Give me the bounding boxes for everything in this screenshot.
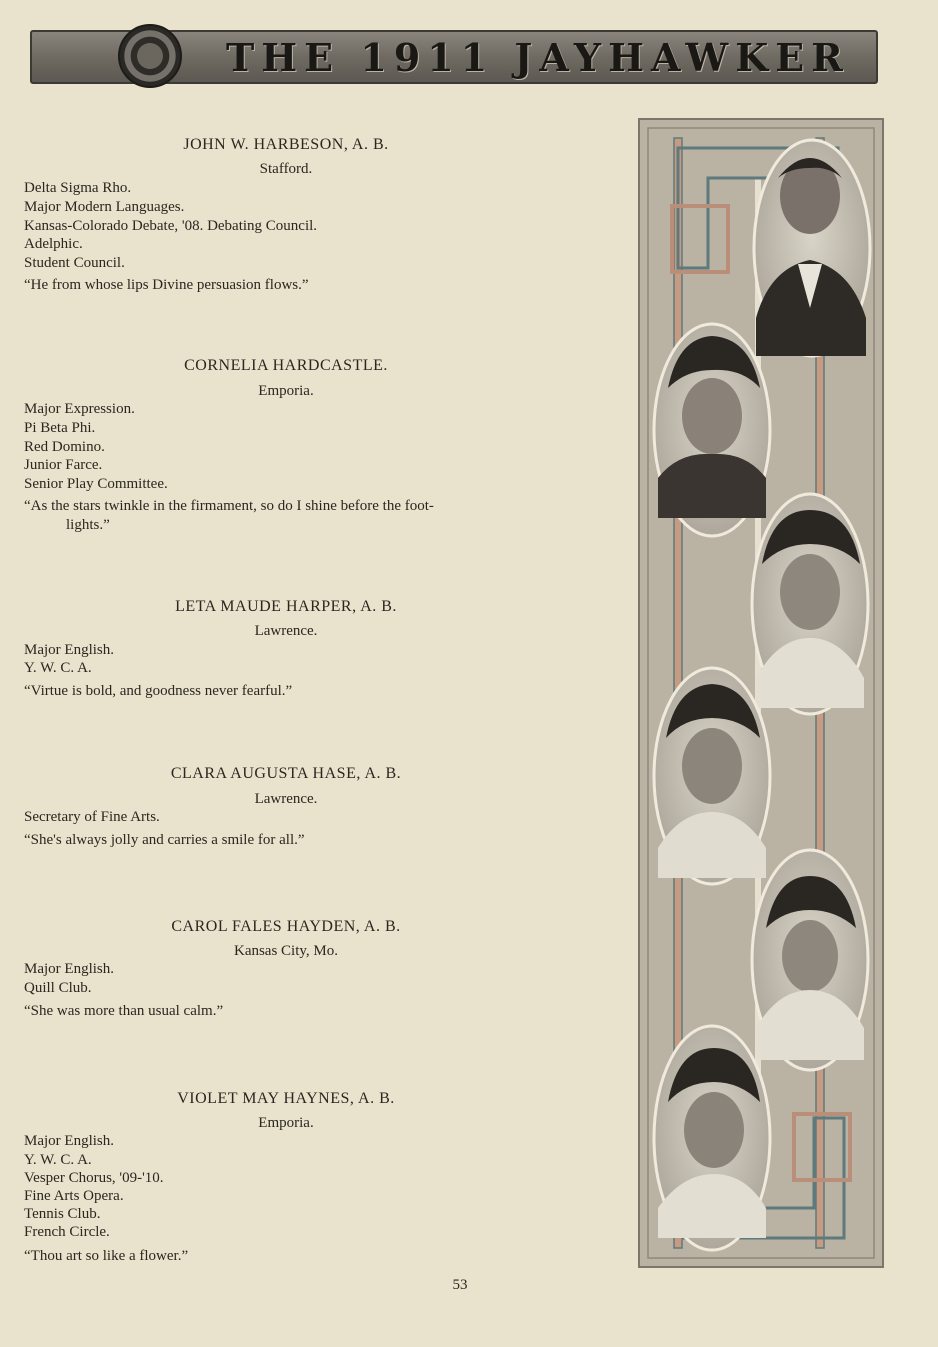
quote-line: “As the stars twinkle in the firmament, so do I shine before the foot- [24, 498, 434, 514]
entry-quote: “She was more than usual calm.” [24, 1003, 224, 1019]
entry-line: Y. W. C. A. [24, 660, 92, 676]
entry-line: Delta Sigma Rho. [24, 180, 132, 196]
entry-line: Adelphic. [24, 236, 83, 252]
entry-town: Kansas City, Mo. [233, 943, 339, 959]
page-number: 53 [452, 1277, 468, 1293]
entry-line: Major Modern Languages. [24, 199, 185, 215]
entry-quote: “Virtue is bold, and goodness never fearful.” [24, 683, 293, 699]
entry-line: Red Domino. [24, 439, 105, 455]
entry-line: Senior Play Committee. [24, 476, 168, 492]
entry-town: Emporia. [258, 383, 314, 399]
quote-line: lights.” [66, 517, 110, 533]
entry-haynes [24, 1090, 584, 1270]
entry-line: Vesper Chorus, '09-'10. [24, 1170, 164, 1186]
entry-hase [24, 765, 584, 855]
seal-emblem-icon [118, 24, 182, 88]
entry-line: Junior Farce. [24, 457, 103, 473]
entry-name: JOHN W. HARBESON, A. B. [183, 136, 389, 153]
entry-line: Fine Arts Opera. [24, 1188, 124, 1204]
entry-line: Quill Club. [24, 980, 92, 996]
entry-hardcastle [24, 357, 584, 547]
entry-quote: “He from whose lips Divine persuasion flows.” [24, 277, 309, 293]
entry-line: Major English. [24, 961, 114, 977]
entry-name: CAROL FALES HAYDEN, A. B. [171, 918, 401, 935]
entry-line: Kansas-Colorado Debate, '08. Debating Council. [24, 218, 318, 234]
entry-name: LETA MAUDE HARPER, A. B. [175, 598, 397, 615]
entry-line: Major Expression. [24, 401, 135, 417]
page-title: THE 1911 JAYHAWKER [226, 35, 850, 80]
entry-line: Major English. [24, 1133, 114, 1149]
entry-quote: “She's always jolly and carries a smile for all.” [24, 832, 305, 848]
entry-line: Secretary of Fine Arts. [24, 809, 160, 825]
entry-harper [24, 598, 584, 708]
portrait-5 [752, 850, 868, 1070]
entry-name: CLARA AUGUSTA HASE, A. B. [170, 765, 402, 782]
entry-town: Emporia. [258, 1115, 314, 1131]
entry-line: Tennis Club. [24, 1206, 101, 1222]
entry-town: Stafford. [259, 161, 313, 177]
entry-harbeson [24, 136, 584, 306]
entry-line: Pi Beta Phi. [24, 420, 96, 436]
entry-line: Major English. [24, 642, 114, 658]
entry-line: French Circle. [24, 1224, 110, 1240]
portrait-3 [752, 494, 868, 714]
entry-name: CORNELIA HARDCASTLE. [184, 357, 388, 374]
entry-town: Lawrence. [254, 623, 318, 639]
entry-town: Lawrence. [254, 791, 318, 807]
portrait-4 [654, 668, 770, 884]
portrait-1 [754, 140, 870, 356]
entry-quote [24, 497, 564, 535]
entry-line: Y. W. C. A. [24, 1152, 92, 1168]
entry-line: Student Council. [24, 255, 125, 271]
portrait-6 [654, 1026, 770, 1250]
entry-name: VIOLET MAY HAYNES, A. B. [177, 1090, 395, 1107]
portrait-2 [654, 324, 770, 536]
portrait-panel-art [638, 118, 884, 1268]
entry-hayden [24, 918, 584, 1028]
portrait-panel [638, 118, 884, 1268]
entry-quote: “Thou art so like a flower.” [24, 1248, 189, 1264]
